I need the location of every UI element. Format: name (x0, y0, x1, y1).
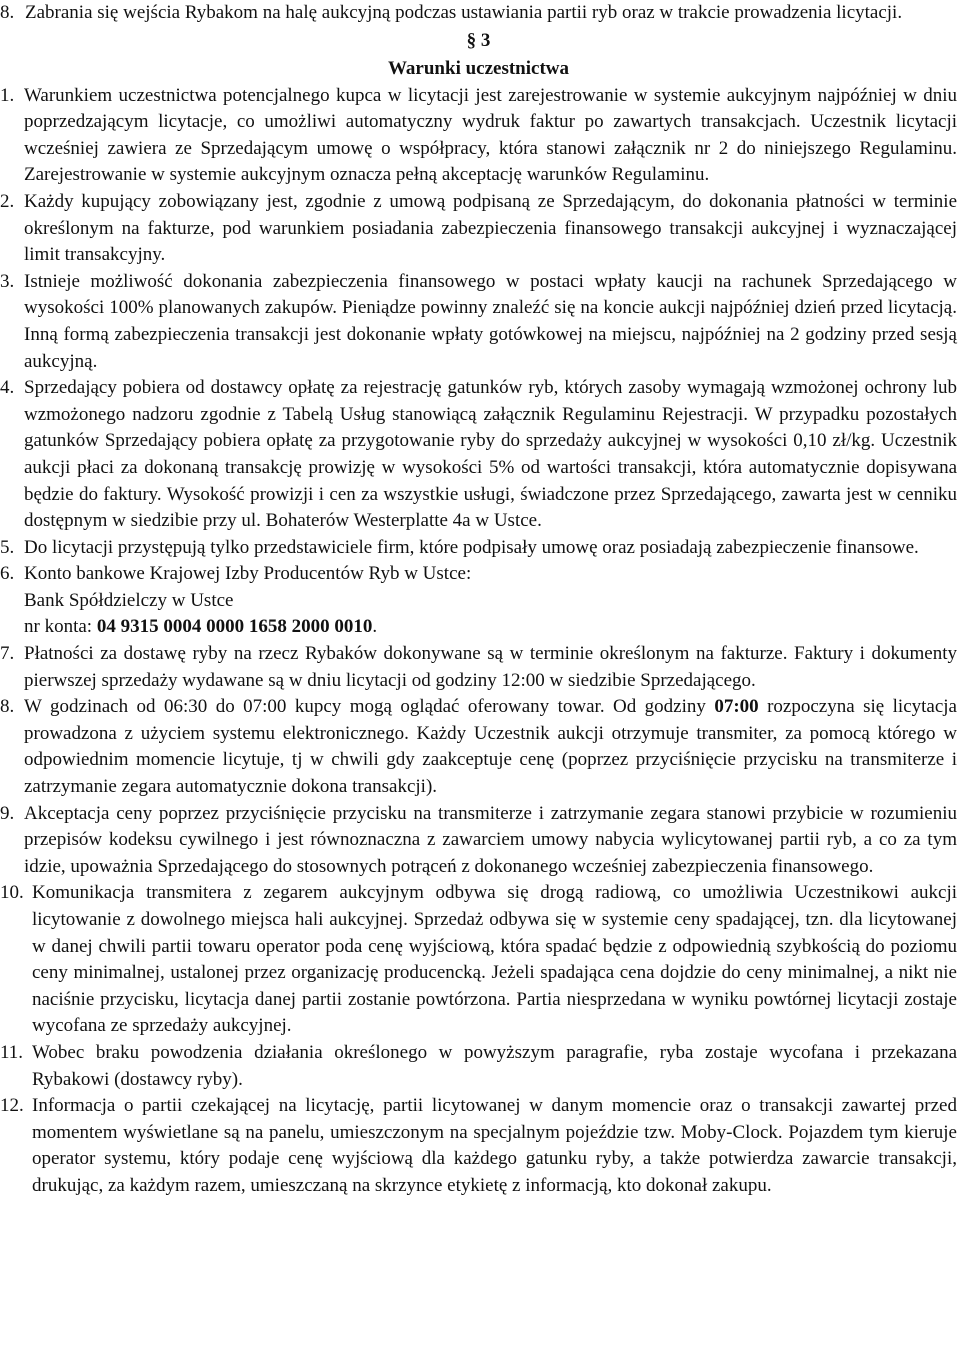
bank-account-heading: Konto bankowe Krajowej Izby Producentów Ryb w Ustce: (24, 563, 472, 585)
account-end: . (372, 616, 378, 638)
item-text (24, 694, 957, 800)
item-number: 11. (0, 1041, 24, 1063)
item-text: Warunkiem uczestnictwa potencjalnego kupca w licytacji jest zarejestrowanie w systemie aukcyjnym najpóźniej w dniu poprzedzającym licytacje, co umożliwi automatyczny wydruk faktur po zawartych transakcjach. Uczestnik licytacji wcześniej zawiera ze Sprzedającym umowę o współpracy, która stanowi załącznik nr 2 do niniejszego Regulaminu. Zarejestrowanie w systemie aukcyjnym oznacza pełną akceptację warunków Regulaminu. (24, 84, 957, 186)
list-item-12 (0, 1093, 957, 1199)
account-number-line (24, 614, 957, 641)
item-text: Istnieje możliwość dokonania zabezpieczenia finansowego w postaci wpłaty kaucji na rachunek Sprzedającego w wysokości 100% planowanych zakupów. Pieniądze powinny znaleźć się na koncie aukcji najpóźniej dzień przed licytacją. Inną formą zabezpieczenia transakcji jest dokonanie wpłaty gotówkowej na miejscu, najpóźniej na 2 godziny przed sesją aukcyjną. (24, 270, 957, 372)
item-text: Informacja o partii czekającej na licytację, partii licytowanej w danym momencie oraz o transakcji zawartej przed momentem wyświetlane są na panelu, umieszczonym na specjalnym pojeździe tzw. Moby-Clock. Pojazdem tym kieruje operator systemu, który podaje cenę wyjściową dla każdego gatunku ryby, a także potwierdza zawarcie transakcji, drukując, za każdym razem, umieszczaną na skrzynce etykietę z informacją, kto dokonał zakupu. (32, 1095, 957, 1196)
item-text: Zabrania się wejścia Rybakom na halę aukcyjną podczas ustawiania partii ryb oraz w trakcie prowadzenia licytacji. (25, 2, 903, 23)
account-label: nr konta: (24, 616, 97, 638)
item-number: 3. (0, 270, 15, 292)
item-text-part: rozpoczyna się licytacja prowadzona z użyciem systemu elektronicznego. Każdy Uczestnik aukcji otrzymuje transmiter, za pomocą którego w odpowiednim momencie licytuje, tj w chwili gdy zaakceptuje cenę (poprzez przyciśnięcie przycisku na transmiterze i zatrzymanie zegara automatycznie dokona transakcji). (24, 696, 957, 798)
list-item-9 (0, 801, 957, 881)
list-item-7 (0, 641, 957, 694)
list-item-1 (0, 83, 957, 189)
item-text: Do licytacji przystępują tylko przedstawiciele firm, które podpisały umowę oraz posiadają zabezpieczenie finansowe. (24, 536, 919, 558)
item-number: 6. (0, 563, 15, 585)
item-number: 9. (0, 802, 15, 824)
list-item-10 (0, 880, 957, 1040)
bank-name: Bank Spółdzielczy w Ustce (24, 589, 234, 611)
item-number: 2. (0, 190, 15, 212)
item-number: 7. (0, 643, 15, 665)
list-item-8 (0, 694, 957, 800)
item-text: Każdy kupujący zobowiązany jest, zgodnie z umową podpisaną ze Sprzedającym, do dokonania płatności w terminie określonym na fakturze, pod warunkiem posiadania zabezpieczenia finansowego transakcji aukcyjnej i wyznaczającej limit transakcyjny. (24, 190, 957, 266)
list-item-4 (0, 375, 957, 535)
section-title: Warunki uczestnictwa (387, 57, 570, 79)
item-number: 8. (0, 696, 15, 718)
section-symbol: § 3 (466, 29, 491, 51)
account-number: 04 9315 0004 0000 1658 2000 0010 (96, 616, 373, 638)
list-item-2 (0, 189, 957, 269)
list-item-6 (0, 561, 957, 641)
item-text-part: W godzinach od 06:30 do 07:00 kupcy mogą oglądać oferowany towar. Od godziny (24, 696, 715, 718)
item-text: Płatności za dostawę ryby na rzecz Rybaków dokonywane są w terminie określonym na fakturze. Faktury i dokumenty pierwszej sprzedaży wydawane są w dniu licytacji od godziny 12:00 w siedzibie Sprzedającego. (24, 643, 957, 691)
item-text (24, 561, 957, 641)
item-number: 10. (0, 882, 24, 904)
section-heading (0, 27, 957, 83)
item-text: Komunikacja transmitera z zegarem aukcyjnym odbywa się drogą radiową, co umożliwia Uczestnikowi aukcji licytowanie z dowolnego miejsca hali aukcyjnej. Sprzedaż odbywa się w systemie ceny spadającej, tzn. dla licytowanej w danej chwili partii towaru operator poda cenę wyjściową, która spadać będzie z odpowiednią szybkością do poziomu ceny minimalnej, ustalonej przez organizację producencką. Jeżeli spadająca cena dojdzie do ceny minimalnej, a nikt nie naciśnie przycisku, licytacja danej partii zostanie powtórzona. Partia niesprzedana w wyniku powtórnej licytacji zostaje wycofana ze sprzedaży aukcyjnej. (32, 882, 957, 1037)
item-text: Wobec braku powodzenia działania określonego w powyższym paragrafie, ryba zostaje wycofana i przekazana Rybakowi (dostawcy ryby). (32, 1041, 957, 1090)
list-item-11 (0, 1040, 957, 1093)
list-item-3 (0, 269, 957, 375)
start-time: 07:00 (714, 696, 759, 718)
item-text: Sprzedający pobiera od dostawcy opłatę za rejestrację gatunków ryb, których zasoby wymagają wzmożonej ochrony lub wzmożonego nadzoru zgodnie z Tabelą Usług stanowiącą załącznik Regulaminu Rejestracji. W przypadku pozostałych gatunków Sprzedający pobiera opłatę za przygotowanie ryby do sprzedaży aukcyjnej w wysokości 0,10 zł/kg. Uczestnik aukcji płaci za dokonaną transakcję prowizję w wysokości 5% od wartości transakcji, która automatycznie dopisywana będzie do faktury. Wysokość prowizji i cen za wszystkie usługi, świadczone przez Sprzedającego, zawarta jest w cenniku dostępnym w siedzibie przy ul. Bohaterów Westerplatte 4a w Ustce. (24, 377, 957, 532)
item-number: 1. (0, 84, 15, 106)
list-item-5 (0, 535, 957, 562)
list-item-8-prior-section (0, 0, 957, 27)
item-number: 4. (0, 377, 15, 399)
item-number: 12. (0, 1095, 24, 1117)
item-number: 8. (0, 2, 15, 23)
item-number: 5. (0, 536, 15, 558)
item-text: Akceptacja ceny poprzez przyciśnięcie przycisku na transmiterze i zatrzymanie zegara stanowi przybicie w rozumieniu przepisów kodeksu cywilnego i jest równoznaczna z zawarciem umowy nabycia wylicytowanej partii ryb, a co za tym idzie, upoważnia Sprzedającego do stosownych potrąceń z dokonanego wcześniej zabezpieczenia finansowego. (24, 802, 957, 877)
